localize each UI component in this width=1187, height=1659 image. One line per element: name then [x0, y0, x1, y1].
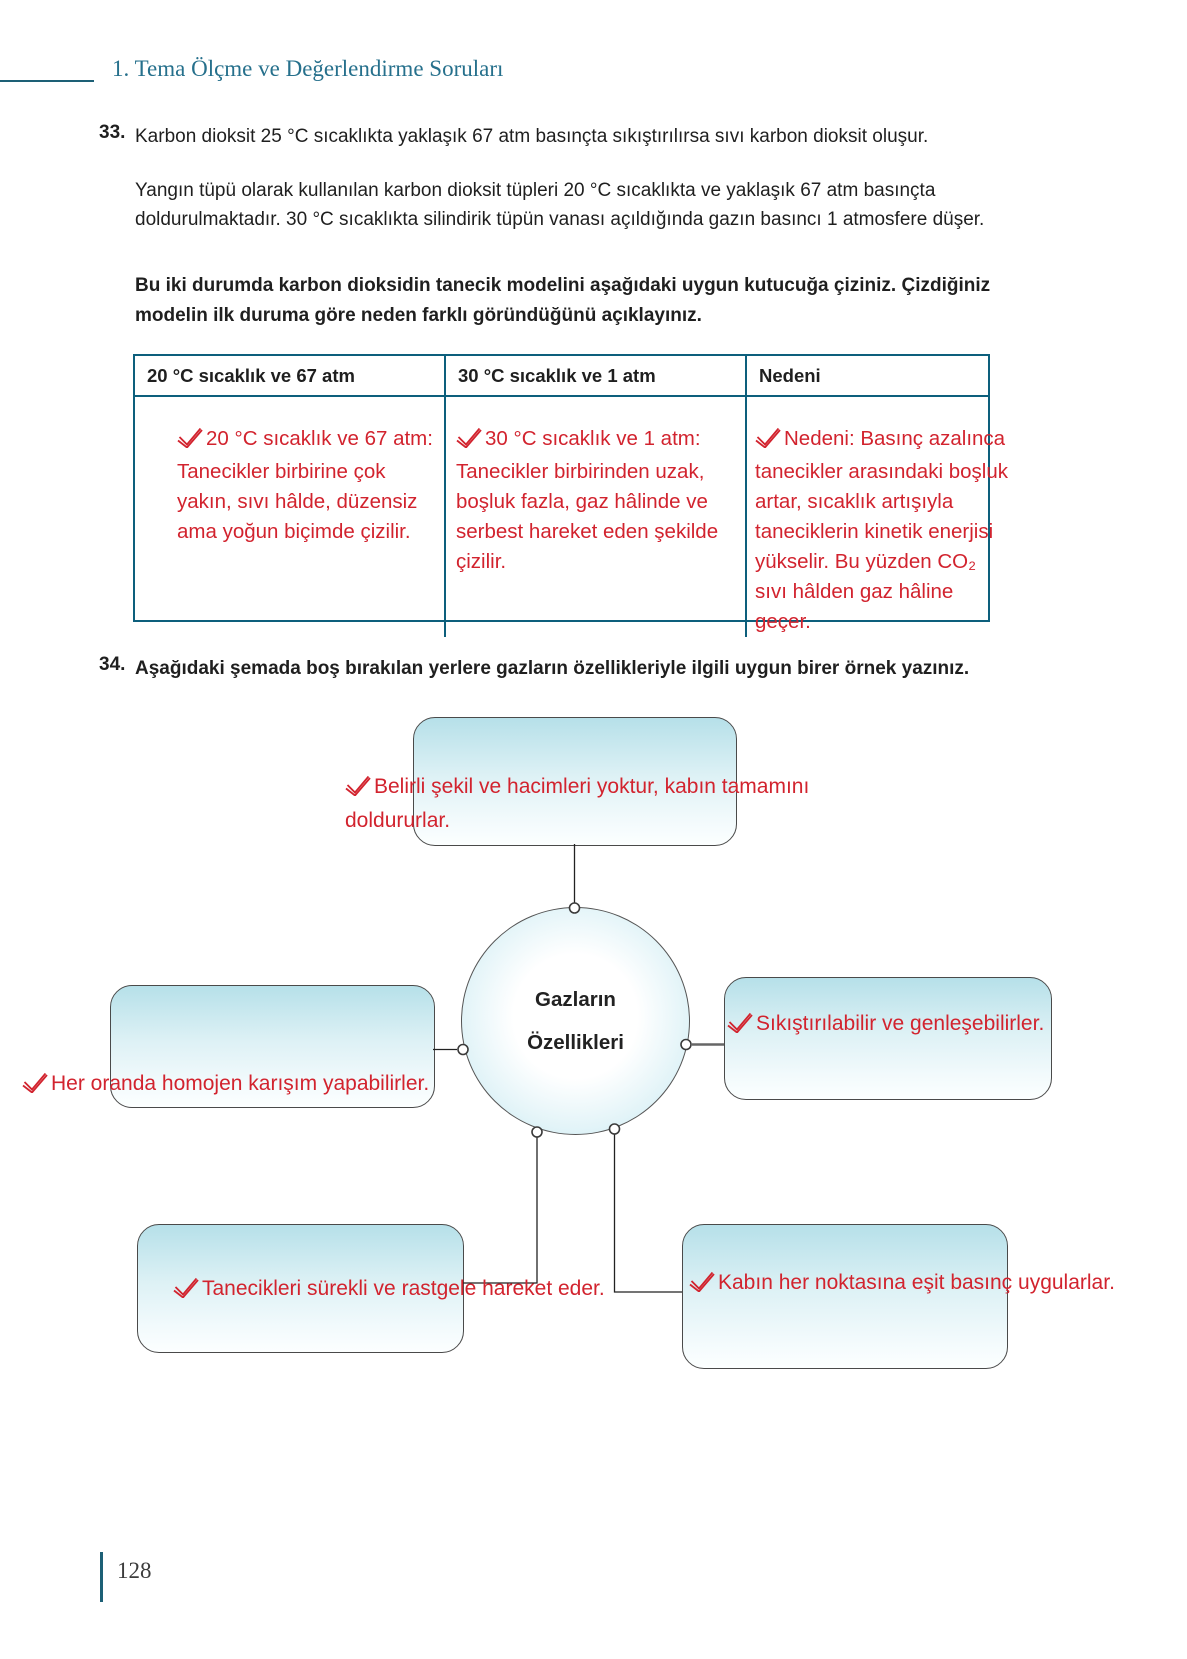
checkmark-icon — [755, 426, 781, 457]
answer-table — [133, 354, 1008, 633]
page-header-title: 1. Tema Ölçme ve Değerlendirme Soruları — [112, 56, 504, 81]
diagram-answer-left — [22, 1068, 429, 1102]
table-header-col1: 20 °C sıcaklık ve 67 atm — [135, 356, 446, 397]
diagram-center-ellipse — [461, 907, 690, 1135]
center-title-line1: Gazların — [535, 988, 616, 1011]
answer-text: Tanecikleri sürekli ve rastgele hareket eder. — [202, 1277, 605, 1300]
answer-text: 20 °C sıcaklık ve 67 atm: Tanecikler birbirine çok yakın, sıvı hâlde, düzensiz ama yoğun biçimde çizilir. — [177, 427, 433, 543]
checkmark-icon — [727, 1011, 753, 1042]
question-34-number: 34. — [99, 654, 126, 675]
question-34-text: Aşağıdaki şemada boş bırakılan yerlere gazların özellikleriyle ilgili uygun birer örnek yazınız. — [135, 658, 970, 679]
header-rule — [0, 80, 94, 82]
question-33-intro: Karbon dioksit 25 °C sıcaklıkta yaklaşık 67 atm basınçta sıkıştırılırsa sıvı karbon dioksit oluşur. — [135, 126, 929, 147]
checkmark-icon — [345, 774, 371, 805]
table-cell-answer-3 — [747, 397, 1008, 637]
diagram-answer-bottom-left — [173, 1273, 605, 1307]
diagram-answer-top — [345, 771, 845, 836]
table-cell-answer-1 — [135, 397, 446, 637]
answer-text: 30 °C sıcaklık ve 1 atm: Tanecikler birbirinden uzak, boşluk fazla, gaz hâlinde ve serbest hareket eden şekilde çizilir. — [456, 427, 719, 573]
question-33-body: Yangın tüpü olarak kullanılan karbon dioksit tüpleri 20 °C sıcaklıkta ve yaklaşık 67 atm basınçta doldurulmaktadır. 30 °C sıcaklıkta silindirik tüpün vanası açıldığında gazın basıncı 1 atmosfere düşer. — [135, 180, 985, 230]
checkmark-icon — [177, 426, 203, 457]
checkmark-icon — [173, 1276, 199, 1307]
checkmark-icon — [689, 1270, 715, 1301]
table-header-col3: Nedeni — [747, 356, 988, 397]
table-cell-answer-2 — [446, 397, 747, 637]
question-33-instruction: Bu iki durumda karbon dioksidin tanecik modelini aşağıdaki uygun kutucuğa çiziniz. Çizdiğiniz modelin ilk duruma göre neden farklı göründüğünü açıklayınız. — [135, 275, 991, 326]
answer-text: Kabın her noktasına eşit basınç uygularlar. — [718, 1271, 1115, 1294]
question-33-number: 33. — [99, 122, 126, 143]
center-title-line2: Özellikleri — [527, 1031, 624, 1054]
diagram-answer-bottom-right — [689, 1267, 1115, 1301]
answer-text: Sıkıştırılabilir ve genleşebilirler. — [756, 1012, 1045, 1035]
page-number: 128 — [117, 1558, 152, 1583]
footer-accent-bar — [100, 1552, 103, 1602]
answer-text: Belirli şekil ve hacimleri yoktur, kabın tamamını doldururlar. — [345, 775, 810, 832]
answer-text: Her oranda homojen karışım yapabilirler. — [51, 1072, 430, 1095]
table-header-col2: 30 °C sıcaklık ve 1 atm — [446, 356, 747, 397]
diagram-answer-right — [727, 1008, 1044, 1042]
checkmark-icon — [456, 426, 482, 457]
checkmark-icon — [22, 1071, 48, 1102]
answer-text: Nedeni: Basınç azalınca tanecikler arasındaki boşluk artar, sıcaklık artışıyla taneciklerin kinetik enerjisi yükselir. Bu yüzden CO₂ sıvı hâlden gaz hâline geçer. — [755, 427, 1008, 633]
